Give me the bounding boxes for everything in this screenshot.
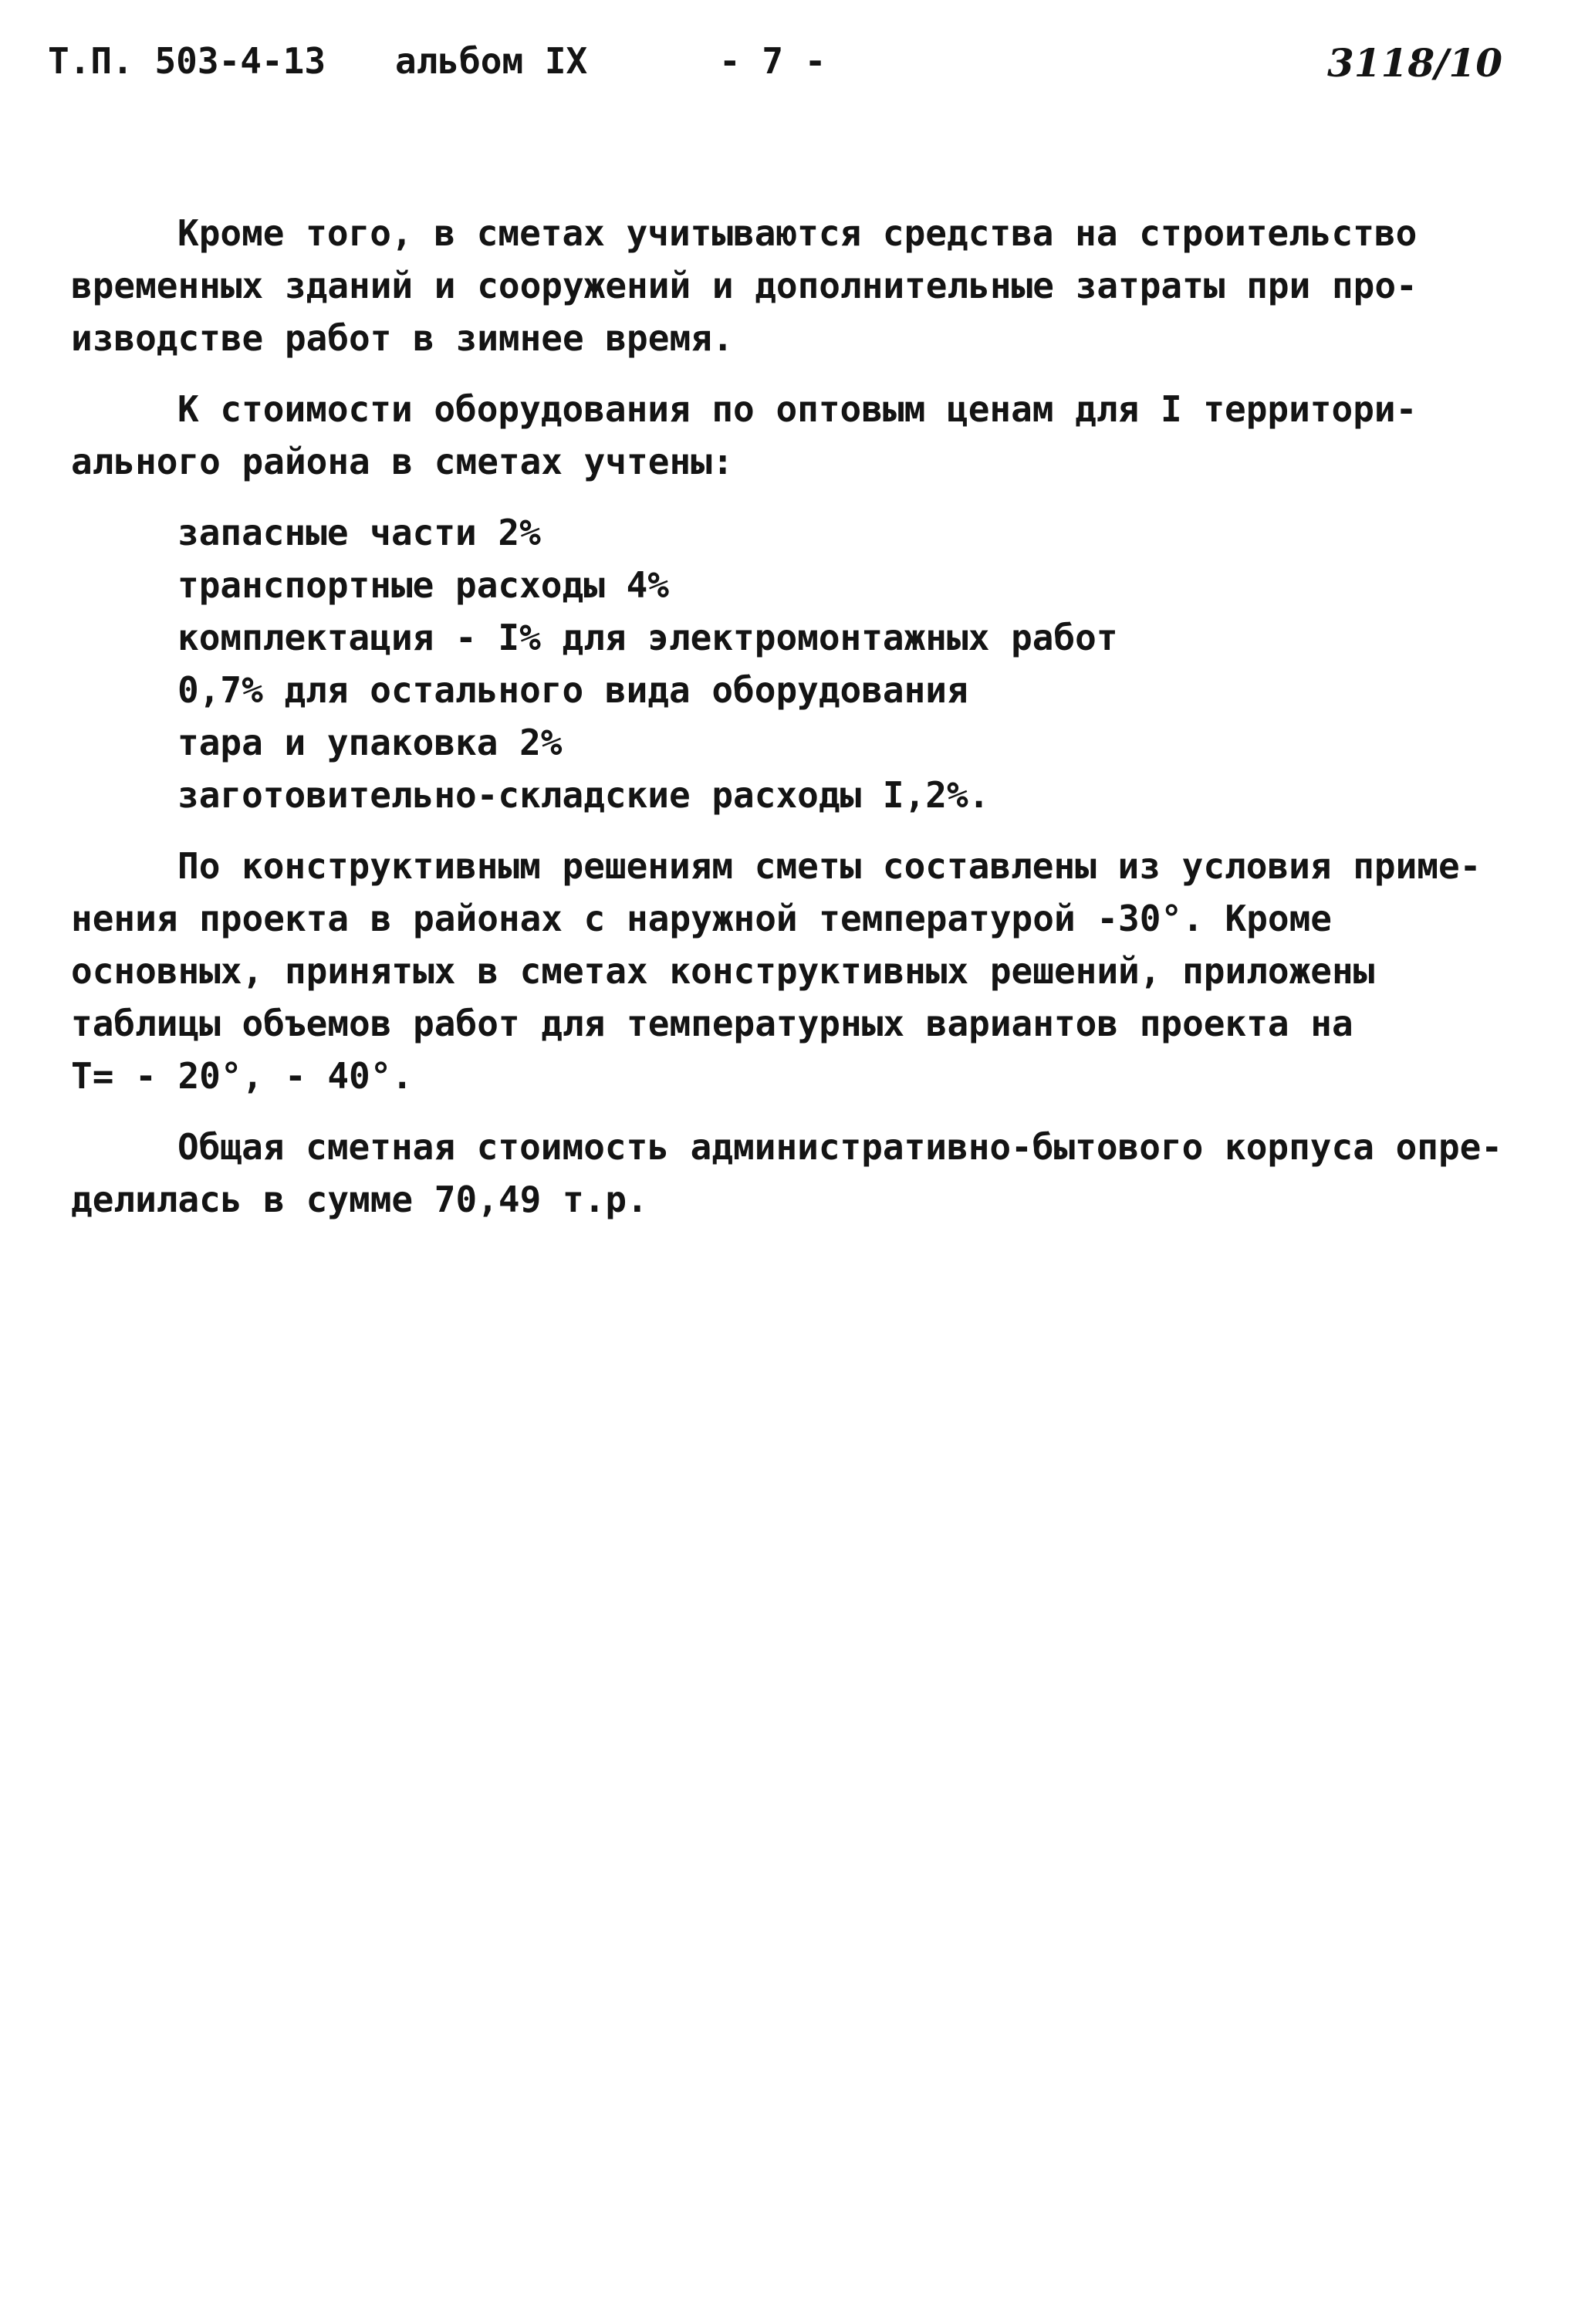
- text-line: временных зданий и сооружений и дополнительные затраты при про-: [71, 265, 1418, 306]
- text-line: По конструктивным решениям сметы составлены из условия приме-: [177, 845, 1482, 887]
- text-line: ального района в сметах учтены:: [71, 441, 734, 482]
- text-line: таблицы объемов работ для температурных вариантов проекта на: [71, 1003, 1353, 1044]
- document-number: 3118/10: [1327, 40, 1503, 86]
- text-line: делилась в сумме 70,49 т.р.: [71, 1179, 648, 1220]
- surcharge-list: [71, 506, 1537, 821]
- text-line: Т= - 20°, - 40°.: [71, 1055, 414, 1097]
- text-line: Кроме того, в сметах учитываются средства на строительство: [177, 212, 1418, 254]
- text-line: изводстве работ в зимнее время.: [71, 317, 734, 359]
- body-text: [71, 207, 1537, 1244]
- list-item: комплектация - I% для электромонтажных работ: [177, 617, 1118, 658]
- paragraph-temporary-buildings: [71, 207, 1537, 364]
- text-line: основных, принятых в сметах конструктивных решений, приложены: [71, 950, 1375, 992]
- page-number: - 7 -: [719, 40, 826, 82]
- list-item: транспортные расходы 4%: [177, 564, 669, 606]
- page-header: [0, 40, 1595, 102]
- text-line: нения проекта в районах с наружной температурой -30°. Кроме: [71, 898, 1332, 939]
- list-item: заготовительно-складские расходы I,2%.: [177, 774, 990, 816]
- text-line: К стоимости оборудования по оптовым ценам для I территори-: [177, 388, 1418, 430]
- list-item: запасные части 2%: [177, 512, 541, 553]
- paragraph-equipment-cost: [71, 383, 1537, 488]
- project-code: Т.П. 503-4-13: [48, 40, 326, 82]
- paragraph-total-cost: [71, 1121, 1537, 1226]
- paragraph-construction-solutions: [71, 840, 1537, 1102]
- album-label: альбом IX: [395, 40, 588, 82]
- text-line: Общая сметная стоимость административно-бытового корпуса опре-: [177, 1126, 1503, 1168]
- list-item: тара и упаковка 2%: [177, 722, 563, 763]
- list-item: 0,7% для остального вида оборудования: [177, 669, 968, 711]
